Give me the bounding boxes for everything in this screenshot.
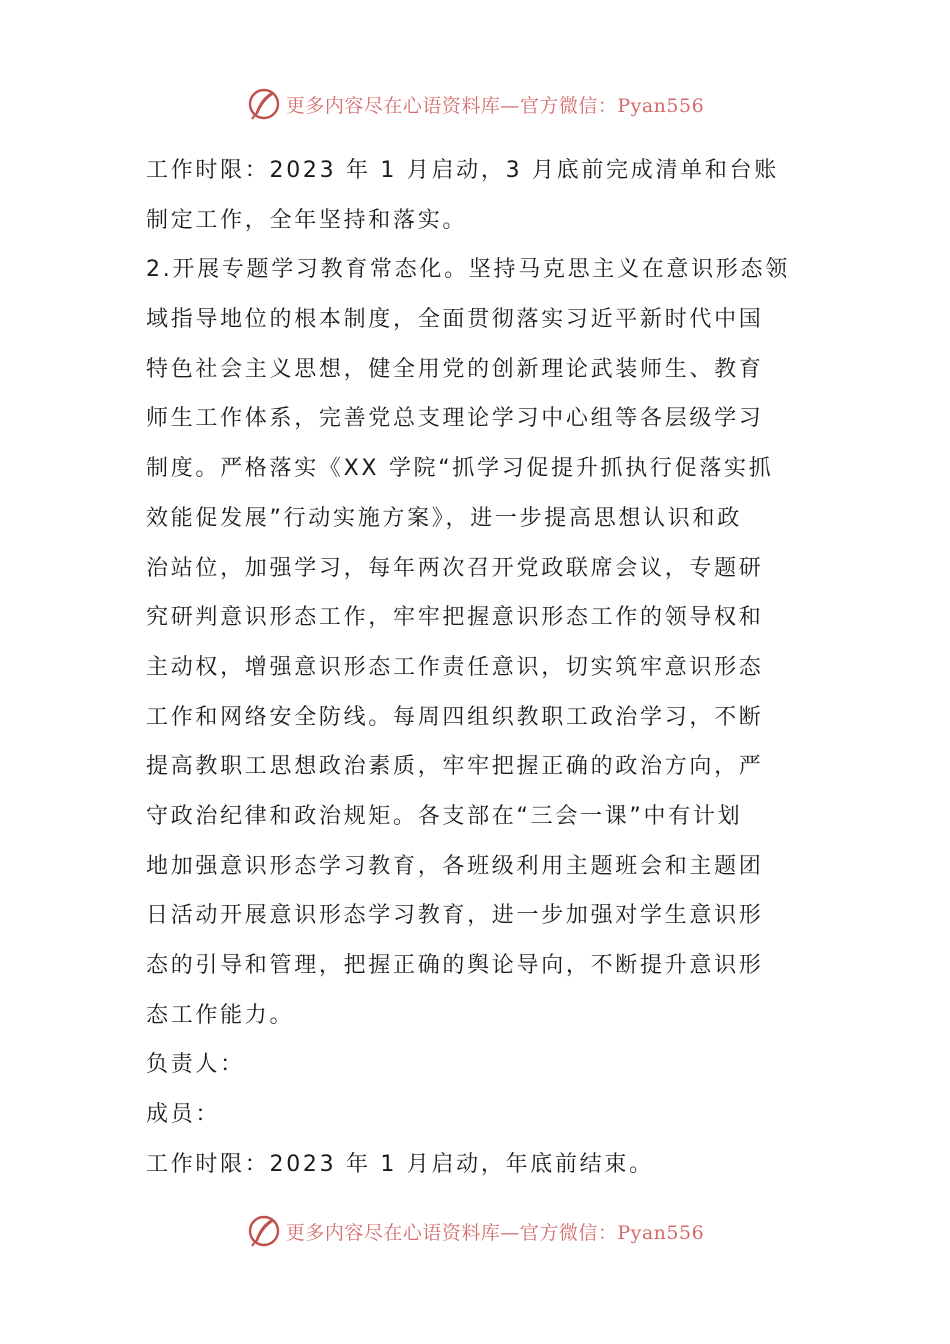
watermark-text: 更多内容尽在心语资料库—官方微信：Pyan556 bbox=[285, 94, 705, 117]
text-line: 成员： bbox=[146, 1102, 221, 1128]
text-line: 工作和网络安全防线。每周四组织教职工政治学习，不断 bbox=[146, 704, 764, 730]
watermark-footer bbox=[0, 1211, 950, 1251]
watermark-header bbox=[0, 84, 950, 124]
text-line: 态工作能力。 bbox=[146, 1002, 295, 1028]
text-line: 守政治纪律和政治规矩。各支部在“三会一课”中有计划 bbox=[146, 803, 743, 829]
text-line: 工作时限：2023 年 1 月启动，年底前结束。 bbox=[146, 1151, 654, 1177]
document-body bbox=[146, 146, 806, 1189]
text-line: 地加强意识形态学习教育，各班级利用主题班会和主题团 bbox=[146, 853, 764, 879]
text-line: 效能促发展”行动实施方案》，进一步提高思想认识和政 bbox=[146, 505, 742, 531]
quill-pen-logo-icon bbox=[246, 86, 282, 122]
text-line: 究研判意识形态工作，牢牢把握意识形态工作的领导权和 bbox=[146, 605, 764, 631]
text-line: 主动权，增强意识形态工作责任意识，切实筑牢意识形态 bbox=[146, 654, 764, 680]
text-line: 特色社会主义思想，健全用党的创新理论武装师生、教育 bbox=[146, 356, 764, 382]
text-line: 治站位，加强学习，每年两次召开党政联席会议，专题研 bbox=[146, 555, 764, 581]
text-line: 工作时限：2023 年 1 月启动，3 月底前完成清单和台账 bbox=[146, 158, 779, 183]
text-line: 2.开展专题学习教育常态化。坚持马克思主义在意识形态领 bbox=[146, 257, 790, 283]
text-line: 提高教职工思想政治素质，牢牢把握正确的政治方向，严 bbox=[146, 754, 764, 780]
watermark-text: 更多内容尽在心语资料库—官方微信：Pyan556 bbox=[285, 1221, 705, 1244]
text-line: 负责人： bbox=[146, 1052, 245, 1078]
text-line: 师生工作体系，完善党总支理论学习中心组等各层级学习 bbox=[146, 406, 764, 432]
text-line: 制定工作，全年坚持和落实。 bbox=[146, 207, 468, 233]
text-line: 态的引导和管理，把握正确的舆论导向，不断提升意识形 bbox=[146, 953, 764, 978]
text-line: 制度。严格落实《XX 学院“抓学习促提升抓执行促落实抓 bbox=[146, 456, 774, 482]
text-line: 日活动开展意识形态学习教育，进一步加强对学生意识形 bbox=[146, 903, 764, 929]
text-line: 域指导地位的根本制度，全面贯彻落实习近平新时代中国 bbox=[146, 307, 764, 333]
quill-pen-logo-icon bbox=[246, 1213, 282, 1249]
